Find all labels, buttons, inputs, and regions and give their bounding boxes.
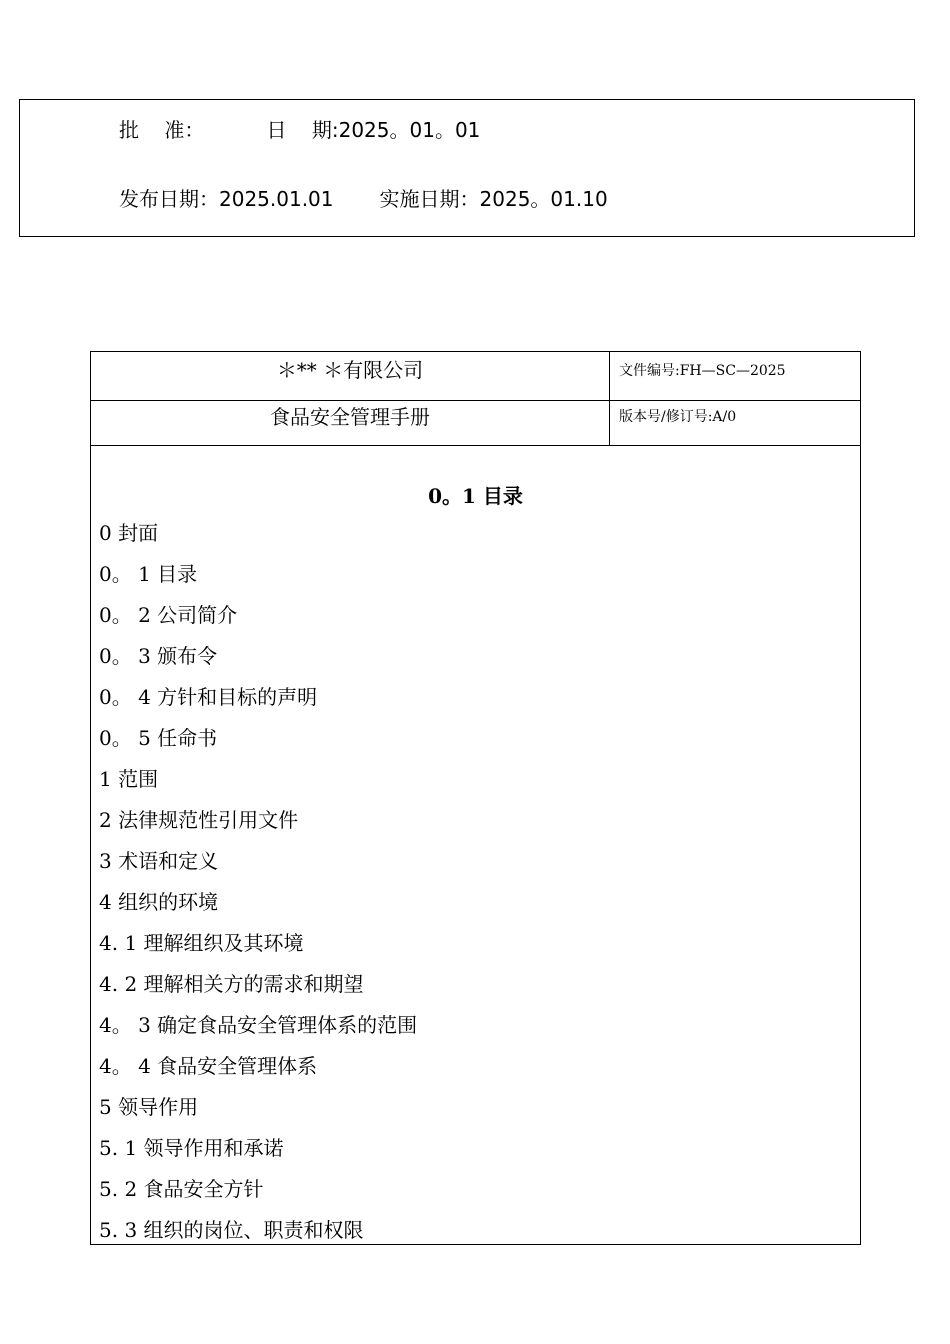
- toc-item: 5 领导作用: [99, 1095, 199, 1119]
- document-table: [90, 351, 861, 1245]
- toc-item: 0。 4 方针和目标的声明: [99, 685, 318, 709]
- toc-item: 5. 3 组织的岗位、职责和权限: [99, 1218, 364, 1242]
- release-date: 发布日期：2025.01.01: [119, 187, 334, 211]
- toc-item: 2 法律规范性引用文件: [99, 808, 299, 832]
- toc-item: 0。 5 任命书: [99, 726, 218, 750]
- toc-item: 4。 3 确定食品安全管理体系的范围: [99, 1013, 418, 1037]
- approval-date: 日 期:2025。01。01: [266, 118, 481, 142]
- toc-title: 0。1 目录: [428, 484, 523, 508]
- toc-item: 4. 1 理解组织及其环境: [99, 931, 304, 955]
- document-number: 文件编号:FH—SC—2025: [619, 363, 786, 379]
- approval-line-1: [119, 114, 480, 143]
- approval-box: [19, 99, 915, 237]
- toc-item: 5. 2 食品安全方针: [99, 1177, 264, 1201]
- header-row-manual: [91, 401, 860, 446]
- toc-item: 4 组织的环境: [99, 890, 219, 914]
- version-number: 版本号/修订号:A/0: [619, 409, 737, 425]
- toc-item: 0。 1 目录: [99, 562, 198, 586]
- toc-item: 4。 4 食品安全管理体系: [99, 1054, 318, 1078]
- approve-label: 批 准：: [119, 118, 205, 142]
- toc-item: 4. 2 理解相关方的需求和期望: [99, 972, 364, 996]
- toc-item: 0 封面: [99, 521, 159, 545]
- toc-item: 3 术语和定义: [99, 849, 219, 873]
- toc-item: 1 范围: [99, 767, 159, 791]
- approval-line-2: [119, 183, 608, 212]
- toc-item: 0。 3 颁布令: [99, 644, 218, 668]
- toc-list: [99, 516, 417, 1254]
- header-row-company: [91, 352, 860, 401]
- manual-title: 食品安全管理手册: [91, 401, 610, 445]
- company-name: ＊** ＊有限公司: [91, 352, 610, 400]
- toc-item: 0。 2 公司简介: [99, 603, 238, 627]
- toc-item: 5. 1 领导作用和承诺: [99, 1136, 284, 1160]
- effective-date: 实施日期：2025。01.10: [379, 187, 608, 211]
